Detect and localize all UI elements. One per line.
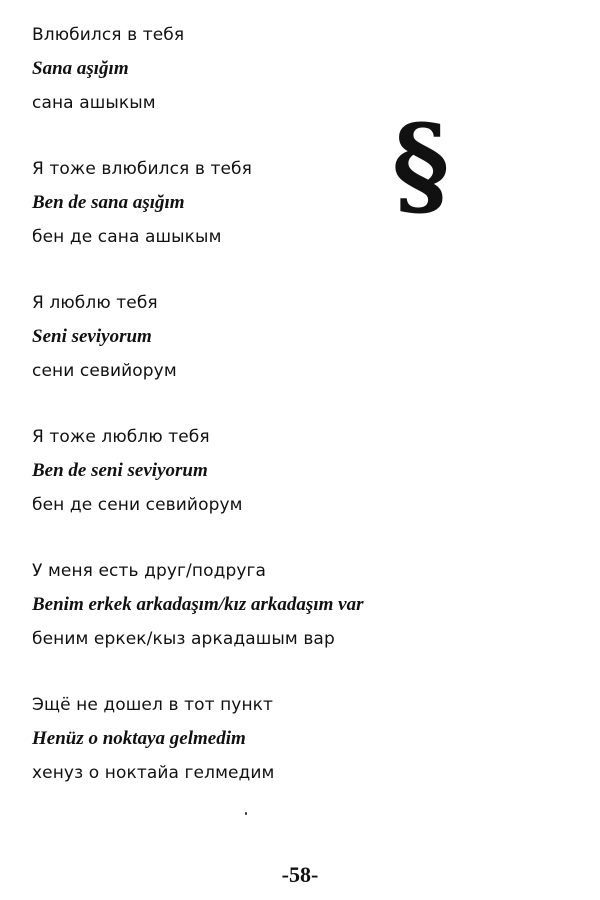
transliteration: хенуз о ноктайа гелмедим xyxy=(32,763,275,783)
transliteration: беним еркек/кыз аркадашым вар xyxy=(32,629,335,649)
phrase-entry xyxy=(32,286,462,388)
transliteration: бен де сени севийорум xyxy=(32,495,243,515)
transliteration: сени севийорум xyxy=(32,361,177,381)
russian-phrase: Я тоже влюбился в тебя xyxy=(32,159,252,179)
turkish-phrase: Ben de seni seviyorum xyxy=(32,460,208,481)
russian-phrase: У меня есть друг/подруга xyxy=(32,561,267,581)
russian-phrase: Я люблю тебя xyxy=(32,293,158,313)
print-speck xyxy=(245,812,247,815)
phrase-entry xyxy=(32,420,462,522)
turkish-phrase: Ben de sana aşığım xyxy=(32,192,185,213)
turkish-phrase: Henüz o noktaya gelmedim xyxy=(32,728,246,749)
turkish-phrase: Sana aşığım xyxy=(32,58,129,79)
russian-phrase: Эщё не дошел в тот пункт xyxy=(32,695,274,715)
phrase-entry xyxy=(32,688,462,790)
section-sign-icon: § xyxy=(392,100,450,229)
turkish-phrase: Benim erkek arkadaşım/kız arkadaşım var xyxy=(32,594,364,615)
russian-phrase: Влюбился в тебя xyxy=(32,25,185,45)
turkish-phrase: Seni seviyorum xyxy=(32,326,152,347)
transliteration: сана ашыкым xyxy=(32,93,156,113)
russian-phrase: Я тоже люблю тебя xyxy=(32,427,210,447)
phrase-entry xyxy=(32,554,462,656)
page-number: -58- xyxy=(281,862,319,887)
transliteration: бен де сана ашыкым xyxy=(32,227,222,247)
